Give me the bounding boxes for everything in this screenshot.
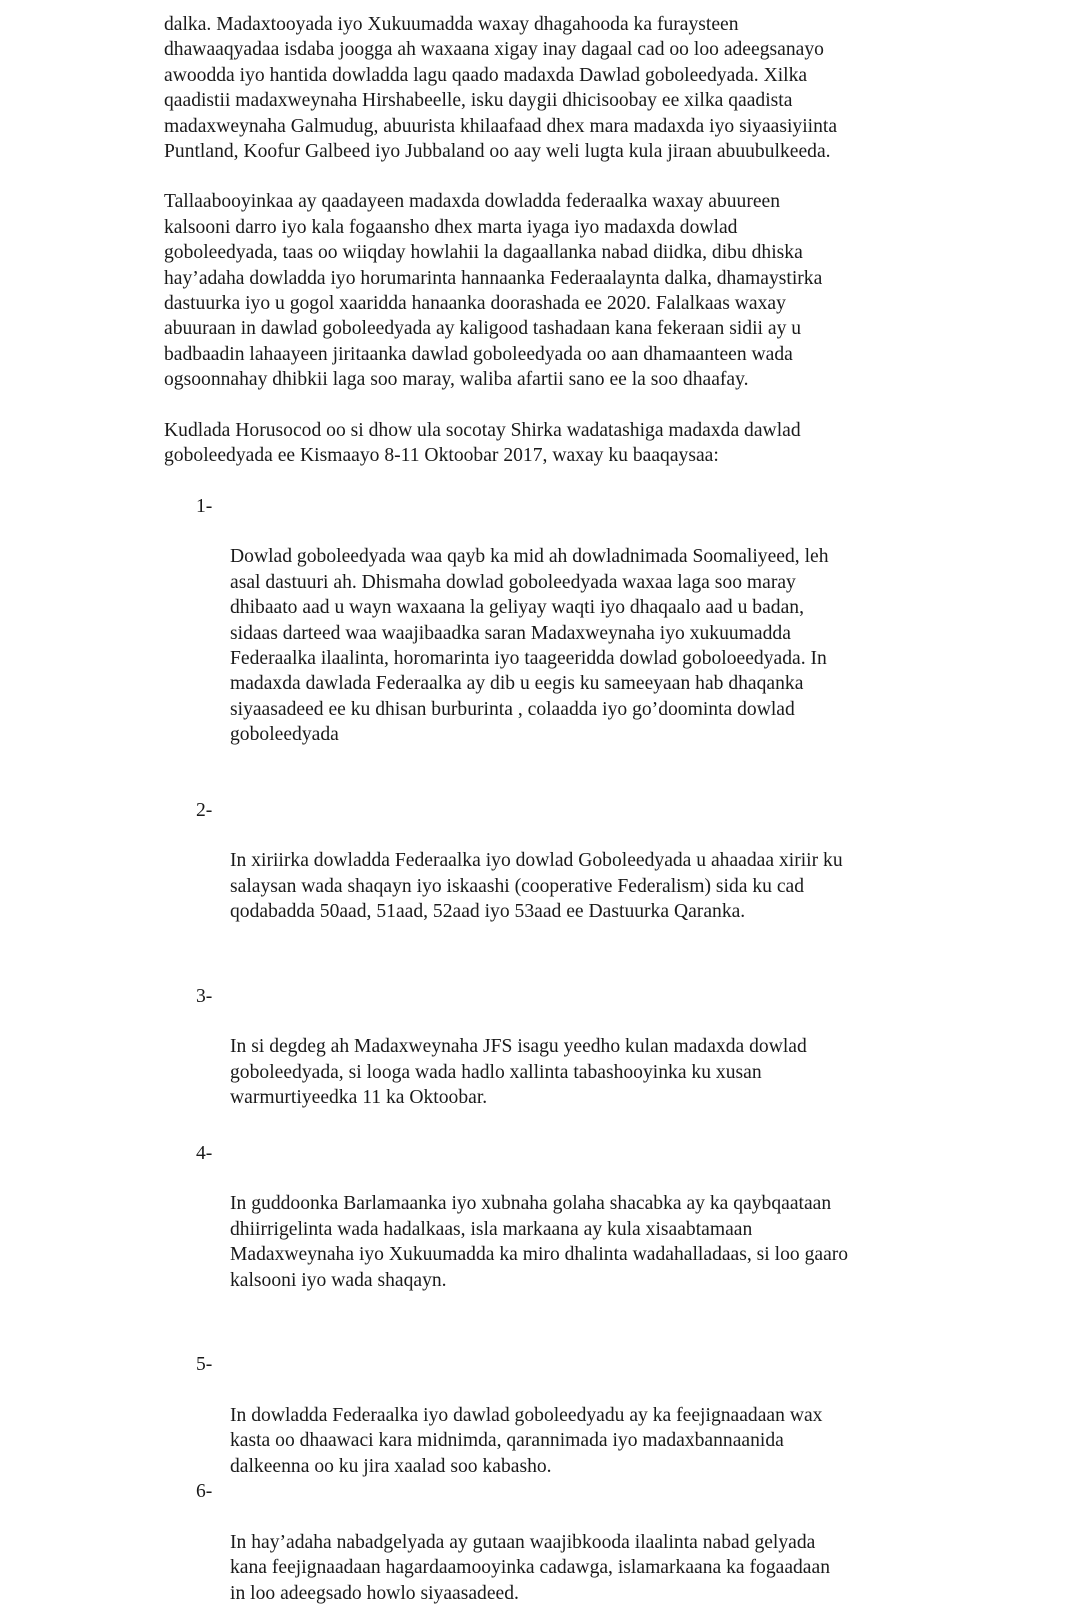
list-item-text: In guddoonka Barlamaanka iyo xubnaha golaha shacabka ay ka qaybqaataan dhiirrigelinta wada hadalkaas, isla markaana ay kula xisaabtamaan Madaxweynaha iyo Xukuumadda ka miro dhalinta wadahalladaas, si loo gaaro kalsooni iyo wada shaqayn. <box>230 1193 848 1290</box>
list-gap <box>164 925 944 984</box>
list-item <box>164 1479 944 1606</box>
list-item <box>164 1141 944 1293</box>
list-gap <box>164 748 944 798</box>
list-item-number: 6- <box>196 1479 212 1504</box>
document-page <box>164 12 944 1606</box>
paragraph-gap <box>164 164 944 189</box>
list-item-text: In xiriirka dowladda Federaalka iyo dowlad Goboleedyada u ahaadaa xiriir ku salaysan wada shaqayn iyo iskaashi (cooperative Federalism) sida ku cad qodabadda 50aad, 51aad, 52aad iyo 53aad ee Dastuurka Qaranka. <box>230 850 843 922</box>
list-item-text: Dowlad goboleedyada waa qayb ka mid ah dowladnimada Soomaliyeed, leh asal dastuuri ah. Dhismaha dowlad goboleedyada waxaa laga soo maray dhibaato aad u wayn waxaana la geliyay waqti iyo dhaqaalo aad u badan, sidaas darteed waa waajibaadka saran Madaxweynaha iyo xukuumadda Federaalka ilaalinta, horomarinta iyo taageeridda dowlad goboloeedyada. In madaxda dawlada Federaalka ay dib u eegis ku sameeyaan hab dhaqanka siyaasadeed ee ku dhisan burburinta , colaadda iyo go’doominta dowlad goboleedyada <box>230 546 829 745</box>
list-item <box>164 984 944 1111</box>
list-item-number: 3- <box>196 984 212 1009</box>
list-item-number: 2- <box>196 798 212 823</box>
paragraph-appeal: Kudlada Horusocod oo si dhow ula socotay Shirka wadatashiga madaxda dawlad goboleedyada ee Kismaayo 8-11 Oktoobar 2017, waxay ku baaqaysaa: <box>164 418 944 469</box>
paragraph-consequences: Tallaabooyinkaa ay qaadayeen madaxda dowladda federaalka waxay abuureen kalsooni darro iyo kala fogaansho dhex marta iyaga iyo madaxda dowlad goboleedyada, taas oo wiiqday howlahii la dagaallanka nabad diidka, dibu dhiska hay’adaha dowladda iyo horumarinta hannaanka Federaalaynta dalka, dhamaystirka dastuurka iyo u gogol xaaridda hanaanka doorashada ee 2020. Falalkaas waxay abuuraan in dawlad goboleedyada ay kaligood tashadaan kana fekeraan sidii ay u badbaadin lahaayeen jiritaanka dawlad goboleedyada oo aan dhamaanteen wada ogsoonnahay dhibkii laga soo maray, waliba afartii sano ee la soo dhaafay. <box>164 189 944 392</box>
list-item-text: In hay’adaha nabadgelyada ay gutaan waajibkooda ilaalinta nabad gelyada kana feejignaadaan hagardaamooyinka cadawga, islamarkaana ka fogaadaan in loo adeegsado howlo siyaasadeed. <box>230 1532 830 1604</box>
appeal-list <box>164 494 944 1606</box>
list-item-number: 1- <box>196 494 212 519</box>
list-item-number: 4- <box>196 1141 212 1166</box>
paragraph-gap <box>164 469 944 494</box>
list-item <box>164 494 944 748</box>
list-item-number: 5- <box>196 1352 212 1377</box>
list-item-text: In si degdeg ah Madaxweynaha JFS isagu yeedho kulan madaxda dowlad goboleedyada, si looga wada hadlo xallinta tabashooyinka ku xusan warmurtiyeedka 11 ka Oktoobar. <box>230 1036 807 1108</box>
list-gap <box>164 1111 944 1141</box>
paragraph-intro: dalka. Madaxtooyada iyo Xukuumadda waxay dhagahooda ka furaysteen dhawaaqyadaa isdaba joogga ah waxaana xigay inay dagaal cad oo loo adeegsanayo awoodda iyo hantida dowladda lagu qaado madaxda Dawlad goboleedyada. Xilka qaadistii madaxweynaha Hirshabeelle, isku daygii dhicisoobay ee xilka qaadista madaxweynaha Galmudug, abuurista khilaafaad dhex mara madaxda iyo siyaasiyiinta Puntland, Koofur Galbeed iyo Jubbaland oo aay weli lugta kula jiraan abuubulkeeda. <box>164 12 944 164</box>
paragraph-gap <box>164 393 944 418</box>
list-gap <box>164 1293 944 1352</box>
list-item-text: In dowladda Federaalka iyo dawlad goboleedyadu ay ka feejignaadaan wax kasta oo dhaawaci kara midnimda, qarannimada iyo madaxbannaanida dalkeenna oo ku jira xaalad soo kabasho. <box>230 1405 822 1477</box>
list-item <box>164 1352 944 1479</box>
list-item <box>164 798 944 925</box>
